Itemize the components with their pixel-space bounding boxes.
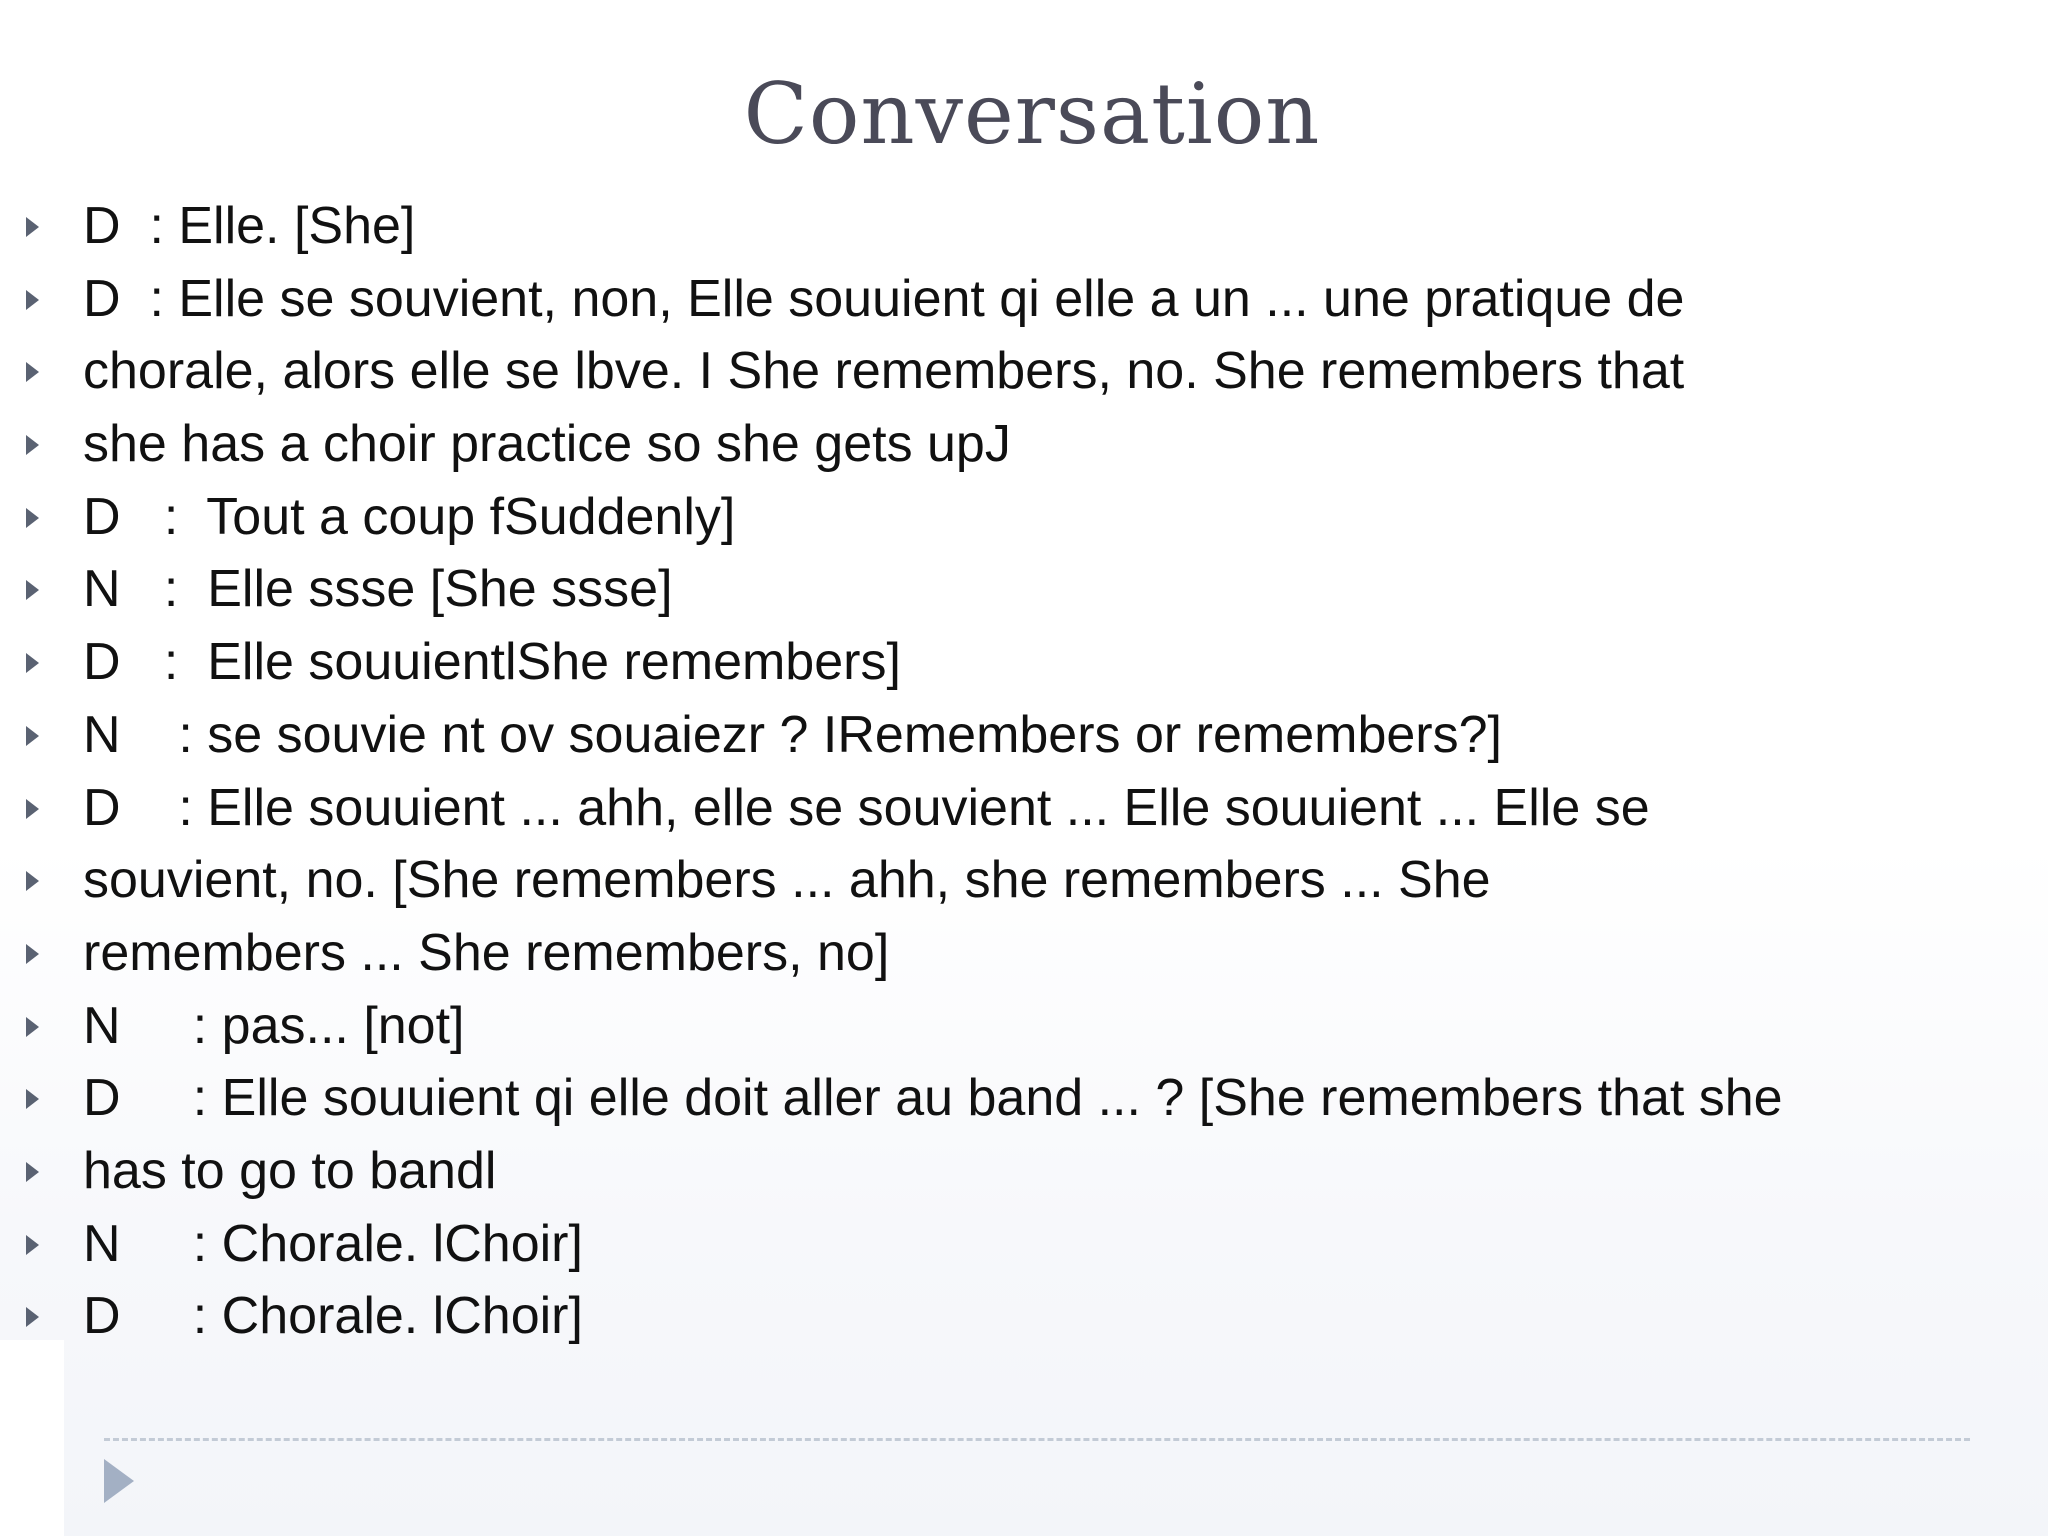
bullet-text: chorale, alors elle se lbve. I She remembers, no. She remembers that <box>83 342 1685 401</box>
bullet-item <box>0 408 2048 481</box>
slide-title: Conversation <box>743 65 1321 163</box>
bullet-item <box>0 263 2048 336</box>
triangle-right-icon <box>26 1089 39 1109</box>
bullet-item <box>0 699 2048 772</box>
triangle-right-icon <box>26 726 39 746</box>
bullet-text: remembers ... She remembers, no] <box>83 923 890 982</box>
triangle-right-icon <box>26 1017 39 1037</box>
bullet-text: N : pas... [not] <box>83 996 465 1055</box>
triangle-right-icon <box>104 1459 134 1503</box>
bullet-item <box>0 917 2048 990</box>
bullet-item <box>0 626 2048 699</box>
triangle-right-icon <box>26 580 39 600</box>
triangle-right-icon <box>26 508 39 528</box>
triangle-right-icon <box>26 362 39 382</box>
bullet-text: D : Tout a coup fSuddenly] <box>83 487 736 546</box>
bullet-item <box>0 1208 2048 1281</box>
bullet-text: N : Chorale. lChoir] <box>83 1214 583 1273</box>
left-margin-shade <box>0 1340 64 1536</box>
bullet-text: D : Chorale. lChoir] <box>83 1287 583 1346</box>
triangle-right-icon <box>26 290 39 310</box>
triangle-right-icon <box>26 944 39 964</box>
triangle-right-icon <box>26 217 39 237</box>
bullet-text: D : Elle se souvient, non, Elle souuient qi elle a un ... une pratique de <box>83 269 1685 328</box>
bullet-text: N : se souvie nt ov souaiezr ? IRemembers or remembers?] <box>83 705 1502 764</box>
bullet-item <box>0 190 2048 263</box>
bullet-text: has to go to bandl <box>83 1141 497 1200</box>
triangle-right-icon <box>26 653 39 673</box>
bullet-text: D : Elle souuient ... ahh, elle se souvient ... Elle souuient ... Elle se <box>83 778 1650 837</box>
triangle-right-icon <box>26 1162 39 1182</box>
triangle-right-icon <box>26 799 39 819</box>
bullet-list <box>0 190 2048 1353</box>
triangle-right-icon <box>26 435 39 455</box>
bullet-item <box>0 335 2048 408</box>
bullet-item <box>0 772 2048 845</box>
bullet-item <box>0 844 2048 917</box>
triangle-right-icon <box>26 1235 39 1255</box>
bullet-item <box>0 481 2048 554</box>
bullet-text: D : Elle. [She] <box>83 197 416 255</box>
bullet-item <box>0 1280 2048 1353</box>
bullet-item <box>0 990 2048 1063</box>
bullet-text: D : Elle souuient qi elle doit aller au band ... ? [She remembers that she <box>83 1069 1783 1128</box>
triangle-right-icon <box>26 871 39 891</box>
bullet-item <box>0 1135 2048 1208</box>
bullet-text: N : Elle ssse [She ssse] <box>83 560 673 619</box>
bullet-text: souvient, no. [She remembers ... ahh, she remembers ... She <box>83 851 1491 910</box>
bullet-item <box>0 1062 2048 1135</box>
bullet-text: she has a choir practice so she gets upJ <box>83 415 1011 474</box>
bullet-text: D : Elle souuientlShe remembers] <box>83 633 901 692</box>
bullet-item <box>0 553 2048 626</box>
footer-divider <box>104 1438 1970 1441</box>
triangle-right-icon <box>26 1307 39 1327</box>
